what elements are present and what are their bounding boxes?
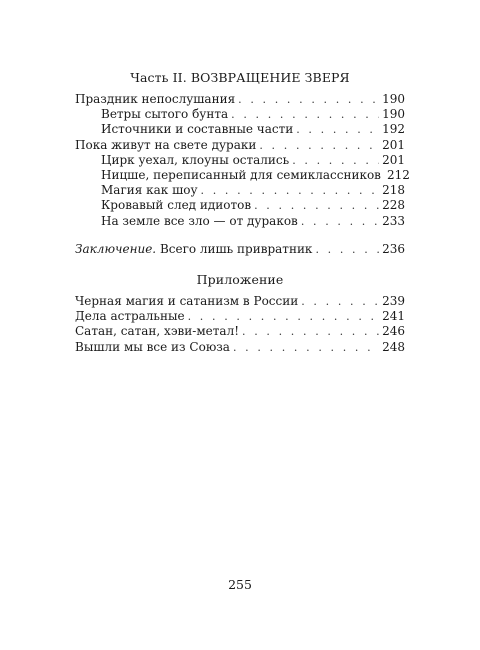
- toc-entry[interactable]: [75, 167, 410, 183]
- toc-entry[interactable]: [75, 324, 405, 339]
- toc-entry-title: [75, 242, 312, 257]
- toc-entry-page: 233: [382, 213, 405, 228]
- leader-dots: [254, 198, 379, 213]
- toc-entry-page: 192: [382, 122, 405, 137]
- toc-entry-page: 218: [382, 183, 405, 198]
- page-number: 255: [228, 577, 252, 592]
- leader-dots: [292, 153, 379, 168]
- toc-entry-title: Кровавый след идиотов: [101, 198, 252, 213]
- leader-dots: [296, 122, 379, 137]
- toc-entry-page: 248: [382, 339, 405, 354]
- toc-entry-page: 239: [382, 294, 405, 308]
- toc-entry-title: Пока живут на свете дураки: [75, 137, 257, 152]
- leader-dots: [259, 138, 379, 153]
- toc-entry[interactable]: [75, 153, 405, 168]
- leader-dots: [301, 214, 379, 229]
- toc-entry-title: Черная магия и сатанизм в России: [75, 294, 299, 308]
- leader-dots: [301, 294, 379, 309]
- toc-entry-page: 236: [382, 242, 405, 256]
- toc-entry[interactable]: [75, 214, 405, 229]
- conclusion-label: Заключение.: [75, 242, 157, 256]
- toc-entry[interactable]: [75, 138, 405, 153]
- toc-entry-title: Ветры сытого бунта: [101, 107, 229, 122]
- toc-entry[interactable]: [75, 107, 405, 122]
- conclusion-title: Всего лишь привратник: [156, 242, 313, 256]
- leader-dots: [188, 309, 379, 324]
- toc-entry-title: Магия как шоу: [101, 183, 198, 198]
- toc-entry-title: Дела астральные: [75, 309, 185, 324]
- toc-entry[interactable]: [75, 198, 405, 213]
- toc-entry[interactable]: [75, 122, 405, 137]
- toc-entry-page: 201: [382, 152, 405, 167]
- toc-entry-conclusion[interactable]: [75, 242, 405, 257]
- toc-entry-page: 212: [386, 167, 410, 182]
- toc-entry-page: 190: [382, 107, 405, 122]
- toc-entry-page: 228: [382, 198, 405, 213]
- leader-dots: [201, 183, 380, 198]
- toc-entry[interactable]: [75, 309, 405, 324]
- leader-dots: [242, 324, 379, 339]
- toc-entry-page: 241: [382, 309, 405, 324]
- part-heading: Часть II. ВОЗВРАЩЕНИЕ ЗВЕРЯ: [130, 70, 350, 85]
- toc-entry-page: 190: [382, 92, 405, 106]
- toc-entry-title: Источники и составные части: [101, 122, 294, 137]
- toc-entry-title: Праздник непослушания: [75, 92, 236, 106]
- toc-appendix: [75, 294, 405, 355]
- toc-entry[interactable]: [75, 183, 405, 198]
- leader-dots: [231, 107, 379, 122]
- toc-entry-title: Вышли мы все из Союза: [75, 339, 230, 354]
- toc-entry[interactable]: [75, 92, 405, 107]
- toc-entry-title: Цирк уехал, клоуны остались: [101, 152, 290, 167]
- leader-dots: [233, 340, 379, 355]
- toc-entry-title: На земле все зло — от дураков: [101, 213, 298, 228]
- leader-dots: [238, 92, 379, 107]
- toc-part-two: [75, 92, 410, 229]
- appendix-heading: Приложение: [196, 272, 284, 287]
- leader-dots: [315, 242, 379, 257]
- toc-entry[interactable]: [75, 294, 405, 309]
- toc-entry[interactable]: [75, 340, 405, 355]
- toc-entry-page: 201: [382, 137, 405, 152]
- toc-conclusion: [75, 242, 405, 257]
- toc-entry-page: 246: [382, 324, 405, 339]
- toc-entry-title: Ницше, переписанный для семиклассников: [101, 167, 381, 182]
- toc-entry-title: Сатан, сатан, хэви-метал!: [75, 324, 240, 339]
